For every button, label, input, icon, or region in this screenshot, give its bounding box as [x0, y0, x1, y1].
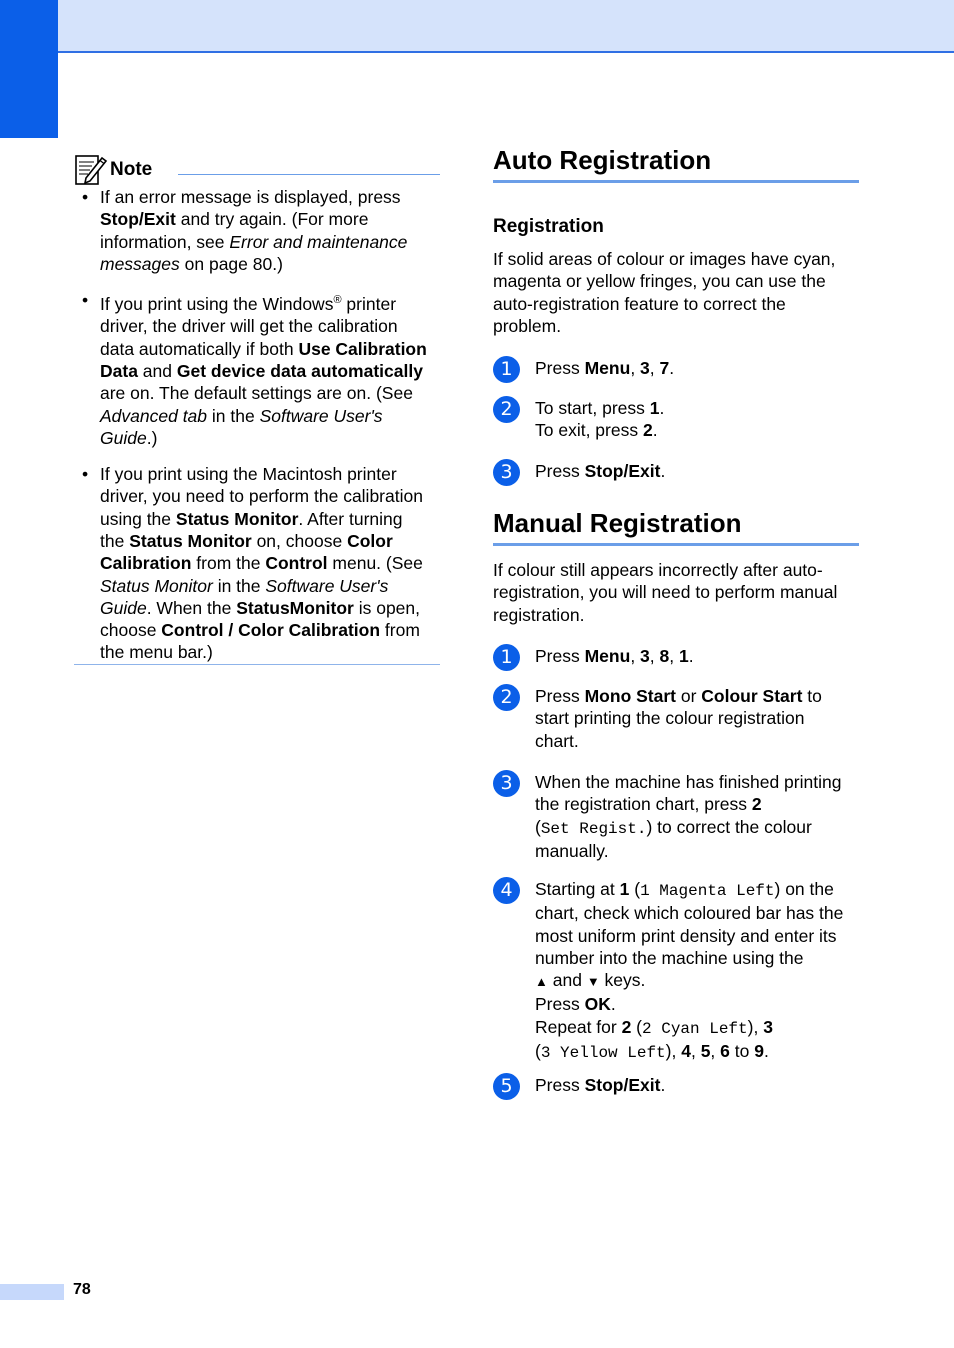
text-run: . — [688, 646, 694, 666]
text-line — [100, 382, 442, 404]
text-line — [100, 186, 442, 208]
step-number-icon: 5 — [493, 1073, 520, 1100]
text-line — [535, 947, 865, 969]
text-run: OK — [584, 994, 611, 1015]
text-run: Colour Start — [701, 686, 803, 706]
auto-registration-heading: Auto Registration — [493, 145, 712, 175]
text-run: Status Monitor — [100, 575, 213, 596]
text-run: Color — [347, 530, 393, 551]
text-run: Software User's — [265, 575, 389, 596]
text-run: , — [690, 1041, 701, 1062]
note-bullet — [80, 186, 442, 275]
text-run: ( — [535, 816, 541, 837]
text-run: most uniform print density and enter its — [535, 925, 837, 946]
registration-subheading: Registration — [493, 216, 604, 237]
text-run: ), — [665, 1041, 682, 1062]
text-run: data automatically if both — [100, 338, 299, 359]
text-line — [535, 357, 865, 379]
text-run: Starting at — [535, 879, 620, 899]
text-run: , — [669, 646, 679, 666]
text-line — [535, 1040, 865, 1064]
text-run: , — [649, 646, 660, 666]
text-run: ), — [747, 1016, 764, 1037]
text-run: choose — [100, 620, 162, 641]
text-run: . After turning — [298, 508, 403, 529]
text-run: chart. — [535, 730, 579, 751]
text-run: . — [660, 461, 666, 481]
text-run: from the — [191, 553, 266, 574]
text-run: If you print using the Windows — [100, 294, 334, 315]
text-run: Status Monitor — [175, 508, 299, 529]
text-run: Set Regist. — [540, 819, 647, 838]
step-text — [535, 645, 865, 667]
text-run: Mono Start — [584, 686, 676, 706]
text-run: Status Monitor — [129, 530, 252, 551]
text-run: Repeat for — [535, 1016, 622, 1037]
intro-line: If solid areas of colour or images have cyan, — [493, 249, 836, 269]
text-run: menu. (See — [327, 553, 423, 574]
note-bottom-rule — [74, 664, 440, 665]
text-line — [100, 289, 442, 315]
text-run: To start, press — [535, 398, 650, 418]
text-run: Press — [535, 1075, 585, 1095]
text-run: ( — [535, 1041, 541, 1062]
step-number-icon: 2 — [493, 684, 520, 711]
text-run: in the — [207, 405, 260, 426]
text-run: Press — [535, 358, 585, 378]
text-run: and — [137, 360, 177, 381]
text-run: Control / Color Calibration — [161, 620, 381, 641]
text-run: . — [659, 398, 665, 418]
text-line — [535, 685, 865, 707]
text-run: Data — [100, 360, 138, 381]
step-text — [535, 771, 865, 862]
text-run: ) to correct the colour — [646, 816, 812, 837]
text-line — [100, 597, 442, 619]
text-line — [100, 427, 442, 449]
text-run: on, choose — [251, 530, 348, 551]
text-run: If you print using the Macintosh printer — [100, 464, 397, 485]
text-line — [100, 619, 442, 641]
text-line — [100, 463, 442, 485]
text-line — [535, 793, 865, 815]
text-run: Guide — [100, 427, 147, 448]
text-run: , — [630, 358, 641, 378]
text-run: ( — [631, 1016, 643, 1037]
note-pencil-icon — [74, 152, 108, 186]
text-run: ® — [333, 294, 342, 307]
auto-registration-rule — [493, 180, 859, 183]
text-run: or — [676, 686, 702, 706]
intro-line: registration, you will need to perform manual — [493, 582, 838, 603]
text-run: the — [100, 530, 130, 551]
text-line — [535, 1016, 865, 1040]
text-run: 5 — [700, 1041, 711, 1062]
text-run: ▼ — [586, 974, 600, 990]
text-run: , — [630, 646, 641, 666]
text-run: 1 — [678, 646, 689, 666]
text-line — [100, 530, 442, 552]
text-run: 6 — [720, 1041, 730, 1062]
text-run: 2 Cyan Left — [642, 1019, 748, 1038]
text-run: ( — [629, 879, 641, 899]
text-run: keys. — [599, 970, 646, 991]
text-line — [100, 641, 442, 663]
text-run: 3 — [640, 358, 650, 378]
text-run: driver, you need to perform the calibration — [100, 486, 423, 507]
text-run: are on. The default settings are on. (See — [100, 383, 413, 404]
text-run: When the machine has finished printing — [535, 772, 842, 792]
page-number: 78 — [73, 1281, 91, 1298]
text-line — [535, 1074, 865, 1096]
text-run: the registration chart, press — [535, 794, 752, 815]
text-run: from — [380, 620, 420, 641]
text-run: 2 — [642, 420, 653, 441]
text-line — [100, 508, 442, 530]
step-number-icon: 1 — [493, 356, 520, 383]
text-run: Calibration — [100, 553, 192, 574]
text-run: printer — [341, 294, 397, 315]
text-run: 1 Magenta Left — [640, 882, 775, 900]
text-run: 8 — [659, 646, 670, 666]
text-run: messages — [100, 253, 180, 274]
text-line — [535, 816, 865, 840]
text-run: . — [610, 994, 616, 1015]
text-run: chart, check which coloured bar has the — [535, 903, 844, 924]
text-line — [535, 840, 865, 862]
text-run: 3 Yellow Left — [540, 1044, 666, 1063]
text-run: Press — [535, 686, 585, 706]
manual-registration-heading: Manual Registration — [493, 508, 742, 538]
text-line — [535, 925, 865, 947]
text-line — [535, 993, 865, 1015]
intro-line: If colour still appears incorrectly after auto- — [493, 560, 823, 580]
text-run: . — [763, 1041, 769, 1062]
text-run: , — [649, 358, 660, 378]
intro-line: magenta or yellow fringes, you can use the — [493, 271, 826, 292]
step-text — [535, 460, 865, 482]
header-band — [0, 0, 954, 53]
step-number-icon: 2 — [493, 396, 520, 423]
text-line — [100, 552, 442, 574]
text-run: to — [802, 686, 822, 706]
text-line — [535, 707, 865, 729]
text-run: Use Calibration — [298, 338, 427, 359]
text-run: driver, the driver will get the calibration — [100, 316, 398, 337]
chapter-tab — [0, 0, 58, 138]
text-run: on page 80.) — [179, 253, 283, 274]
text-run: Get device data automatically — [176, 360, 423, 381]
text-line — [100, 253, 442, 275]
text-run: . — [660, 1075, 666, 1095]
text-run: ▲ — [535, 974, 548, 990]
text-run: Software User's — [259, 405, 383, 426]
step-text — [535, 397, 865, 442]
step-number-icon: 1 — [493, 644, 520, 671]
text-run: manually. — [535, 840, 609, 861]
text-run: ) on the — [774, 879, 834, 899]
text-line — [535, 902, 865, 924]
intro-line: auto-registration feature to correct the — [493, 293, 786, 314]
note-top-rule — [178, 174, 440, 175]
text-line — [100, 231, 442, 253]
text-run: Menu — [584, 646, 631, 666]
text-line — [100, 315, 442, 337]
text-run: start printing the colour registration — [535, 708, 805, 729]
text-run: Guide — [100, 597, 147, 618]
note-title: Note — [110, 159, 153, 180]
text-run: Stop/Exit — [584, 1075, 661, 1095]
text-run: 4 — [681, 1041, 691, 1062]
text-run: 2 — [621, 1016, 632, 1037]
text-run: , — [710, 1041, 721, 1062]
text-run: 2 — [751, 794, 762, 815]
footer-band — [0, 1284, 64, 1300]
text-run: and — [547, 970, 587, 991]
text-run: to — [729, 1041, 755, 1062]
step-text — [535, 357, 865, 379]
text-run: is open, — [353, 597, 420, 618]
text-run: the menu bar.) — [100, 642, 213, 663]
step-text — [535, 685, 865, 752]
note-list — [80, 186, 442, 664]
text-line — [535, 419, 865, 441]
manual-registration-intro — [493, 559, 863, 626]
text-line — [100, 405, 442, 427]
text-run: 3 — [763, 1016, 773, 1037]
intro-line: problem. — [493, 315, 562, 336]
text-run: Stop/Exit — [584, 461, 661, 481]
text-run: . — [669, 358, 675, 378]
text-run: 1 — [619, 879, 630, 899]
text-run: and try again. (For more — [175, 209, 369, 230]
step-number-icon: 3 — [493, 770, 520, 797]
text-run: information, see — [100, 231, 230, 252]
note-bullet — [80, 289, 442, 449]
text-run: number into the machine using the — [535, 947, 804, 968]
text-run: Menu — [584, 358, 631, 378]
text-line — [100, 575, 442, 597]
text-run: 3 — [640, 646, 650, 666]
intro-line: registration. — [493, 604, 585, 625]
text-run: 9 — [754, 1041, 764, 1062]
text-run: Control — [265, 553, 328, 574]
text-run: 1 — [649, 398, 660, 418]
text-run: .) — [146, 427, 158, 448]
auto-registration-intro — [493, 248, 863, 337]
text-line — [535, 969, 865, 993]
text-line — [535, 645, 865, 667]
text-run: Press — [535, 994, 585, 1015]
text-run: StatusMonitor — [236, 597, 354, 618]
text-run: 7 — [659, 358, 670, 378]
text-run: Advanced tab — [100, 405, 208, 426]
text-run: If an error message is displayed, press — [100, 187, 401, 207]
text-line — [535, 730, 865, 752]
step-text — [535, 878, 865, 1064]
text-line — [535, 397, 865, 419]
text-line — [100, 338, 442, 360]
text-line — [535, 878, 865, 902]
text-line — [535, 460, 865, 482]
text-line — [535, 771, 865, 793]
text-run: Press — [535, 646, 585, 666]
note-bullet — [80, 463, 442, 664]
text-line — [100, 360, 442, 382]
step-number-icon: 4 — [493, 877, 520, 904]
step-number-icon: 3 — [493, 459, 520, 486]
text-line — [100, 485, 442, 507]
manual-registration-rule — [493, 543, 859, 546]
text-run: . When the — [146, 597, 237, 618]
text-run: . — [652, 420, 658, 441]
text-line — [100, 208, 442, 230]
text-run: using the — [100, 508, 176, 529]
step-text — [535, 1074, 865, 1096]
text-run: Error and maintenance — [229, 231, 408, 252]
text-run: Press — [535, 461, 585, 481]
text-run: To exit, press — [535, 420, 643, 441]
text-run: in the — [212, 575, 266, 596]
text-run: Stop/Exit — [100, 209, 176, 230]
